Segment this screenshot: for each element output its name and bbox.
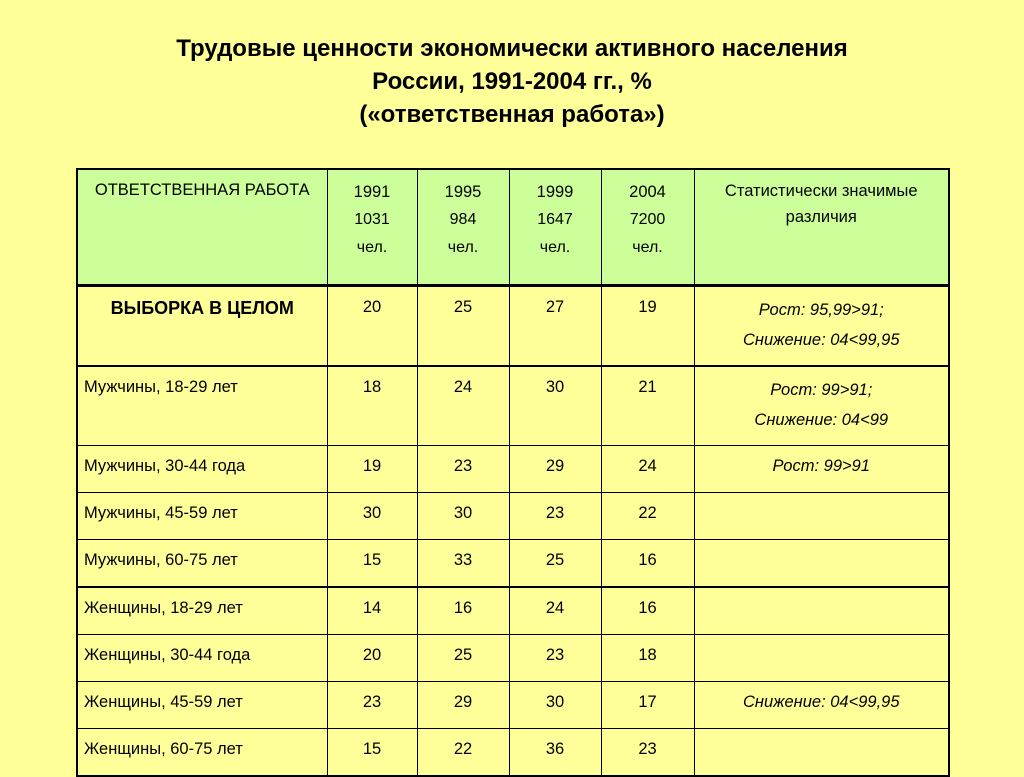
total-value-2004: 19 <box>601 286 694 367</box>
table-row <box>77 493 949 540</box>
row-value-1995: 23 <box>417 446 509 493</box>
row-value-1991: 15 <box>327 729 417 777</box>
row-value-1991: 14 <box>327 587 417 635</box>
header-category: ОТВЕТСТВЕННАЯ РАБОТА <box>77 169 327 286</box>
row-value-2004: 16 <box>601 540 694 588</box>
row-value-2004: 23 <box>601 729 694 777</box>
total-row <box>77 286 949 367</box>
row-value-1995: 16 <box>417 587 509 635</box>
header-sample-unit: чел. <box>356 239 388 256</box>
row-value-1999: 23 <box>509 635 601 682</box>
row-value-1999: 29 <box>509 446 601 493</box>
row-significance <box>694 366 949 446</box>
row-value-2004: 17 <box>601 682 694 729</box>
row-value-1991: 20 <box>327 635 417 682</box>
row-value-1995: 29 <box>417 682 509 729</box>
header-year: 1999 <box>536 183 574 201</box>
significance-line: Снижение: 04<99,95 <box>742 331 900 349</box>
row-value-2004: 16 <box>601 587 694 635</box>
row-label: Женщины, 60-75 лет <box>77 729 327 777</box>
significance-line: Рост: 99>91; <box>770 381 873 399</box>
row-value-1999: 36 <box>509 729 601 777</box>
row-value-1995: 22 <box>417 729 509 777</box>
table-header-row <box>77 169 949 286</box>
table-row <box>77 682 949 729</box>
header-year: 1991 <box>353 183 391 201</box>
row-value-1991: 30 <box>327 493 417 540</box>
header-year-2004 <box>601 169 694 286</box>
row-label: Мужчины, 60-75 лет <box>77 540 327 588</box>
row-label: Мужчины, 18-29 лет <box>77 366 327 446</box>
title-line-2: России, 1991-2004 гг., % <box>372 68 652 95</box>
row-label: Женщины, 30-44 года <box>77 635 327 682</box>
row-value-1991: 18 <box>327 366 417 446</box>
row-value-1999: 25 <box>509 540 601 588</box>
row-value-1999: 24 <box>509 587 601 635</box>
row-value-1991: 23 <box>327 682 417 729</box>
significance-line: Снижение: 04<99 <box>754 411 889 429</box>
total-significance <box>694 286 949 367</box>
row-value-1995: 24 <box>417 366 509 446</box>
total-label: ВЫБОРКА В ЦЕЛОМ <box>77 286 327 367</box>
header-sample-size: 1031 <box>354 211 390 228</box>
row-value-2004: 21 <box>601 366 694 446</box>
header-sample-size: 7200 <box>629 211 666 228</box>
row-value-1995: 30 <box>417 493 509 540</box>
table-row <box>77 729 949 777</box>
header-year: 1995 <box>444 183 482 201</box>
row-significance <box>694 540 949 588</box>
row-value-1995: 33 <box>417 540 509 588</box>
row-value-2004: 24 <box>601 446 694 493</box>
row-label: Женщины, 18-29 лет <box>77 587 327 635</box>
table-row <box>77 366 949 446</box>
header-year: 2004 <box>629 183 666 201</box>
row-label: Женщины, 45-59 лет <box>77 682 327 729</box>
row-label: Мужчины, 45-59 лет <box>77 493 327 540</box>
header-year-1995 <box>417 169 509 286</box>
table-row <box>77 587 949 635</box>
row-significance <box>694 446 949 493</box>
row-value-1999: 30 <box>509 682 601 729</box>
row-value-1999: 30 <box>509 366 601 446</box>
row-value-1991: 19 <box>327 446 417 493</box>
table-row <box>77 635 949 682</box>
significance-line: Снижение: 04<99,95 <box>742 693 900 711</box>
total-value-1991: 20 <box>327 286 417 367</box>
header-sample-unit: чел. <box>447 239 479 256</box>
row-significance <box>694 729 949 777</box>
row-label: Мужчины, 30-44 года <box>77 446 327 493</box>
row-value-2004: 18 <box>601 635 694 682</box>
row-significance <box>694 682 949 729</box>
total-value-1999: 27 <box>509 286 601 367</box>
header-significance: Статистически значимые различия <box>694 169 949 286</box>
table-row <box>77 446 949 493</box>
header-sample-size: 984 <box>449 211 477 228</box>
row-value-1999: 23 <box>509 493 601 540</box>
significance-line: Рост: 99>91 <box>772 457 870 475</box>
title-line-3: («ответственная работа») <box>359 101 665 128</box>
header-sample-unit: чел. <box>539 239 571 256</box>
row-value-1995: 25 <box>417 635 509 682</box>
row-significance <box>694 635 949 682</box>
slide-title <box>0 32 1024 131</box>
header-sample-unit: чел. <box>632 239 663 256</box>
row-significance <box>694 587 949 635</box>
header-year-1991 <box>327 169 417 286</box>
row-value-2004: 22 <box>601 493 694 540</box>
row-significance <box>694 493 949 540</box>
values-table <box>76 168 950 777</box>
significance-line: Рост: 95,99>91; <box>758 301 884 319</box>
row-value-1991: 15 <box>327 540 417 588</box>
table-row <box>77 540 949 588</box>
header-year-1999 <box>509 169 601 286</box>
header-sample-size: 1647 <box>537 211 573 228</box>
total-value-1995: 25 <box>417 286 509 367</box>
title-line-1: Трудовые ценности экономически активного населения <box>176 35 848 62</box>
